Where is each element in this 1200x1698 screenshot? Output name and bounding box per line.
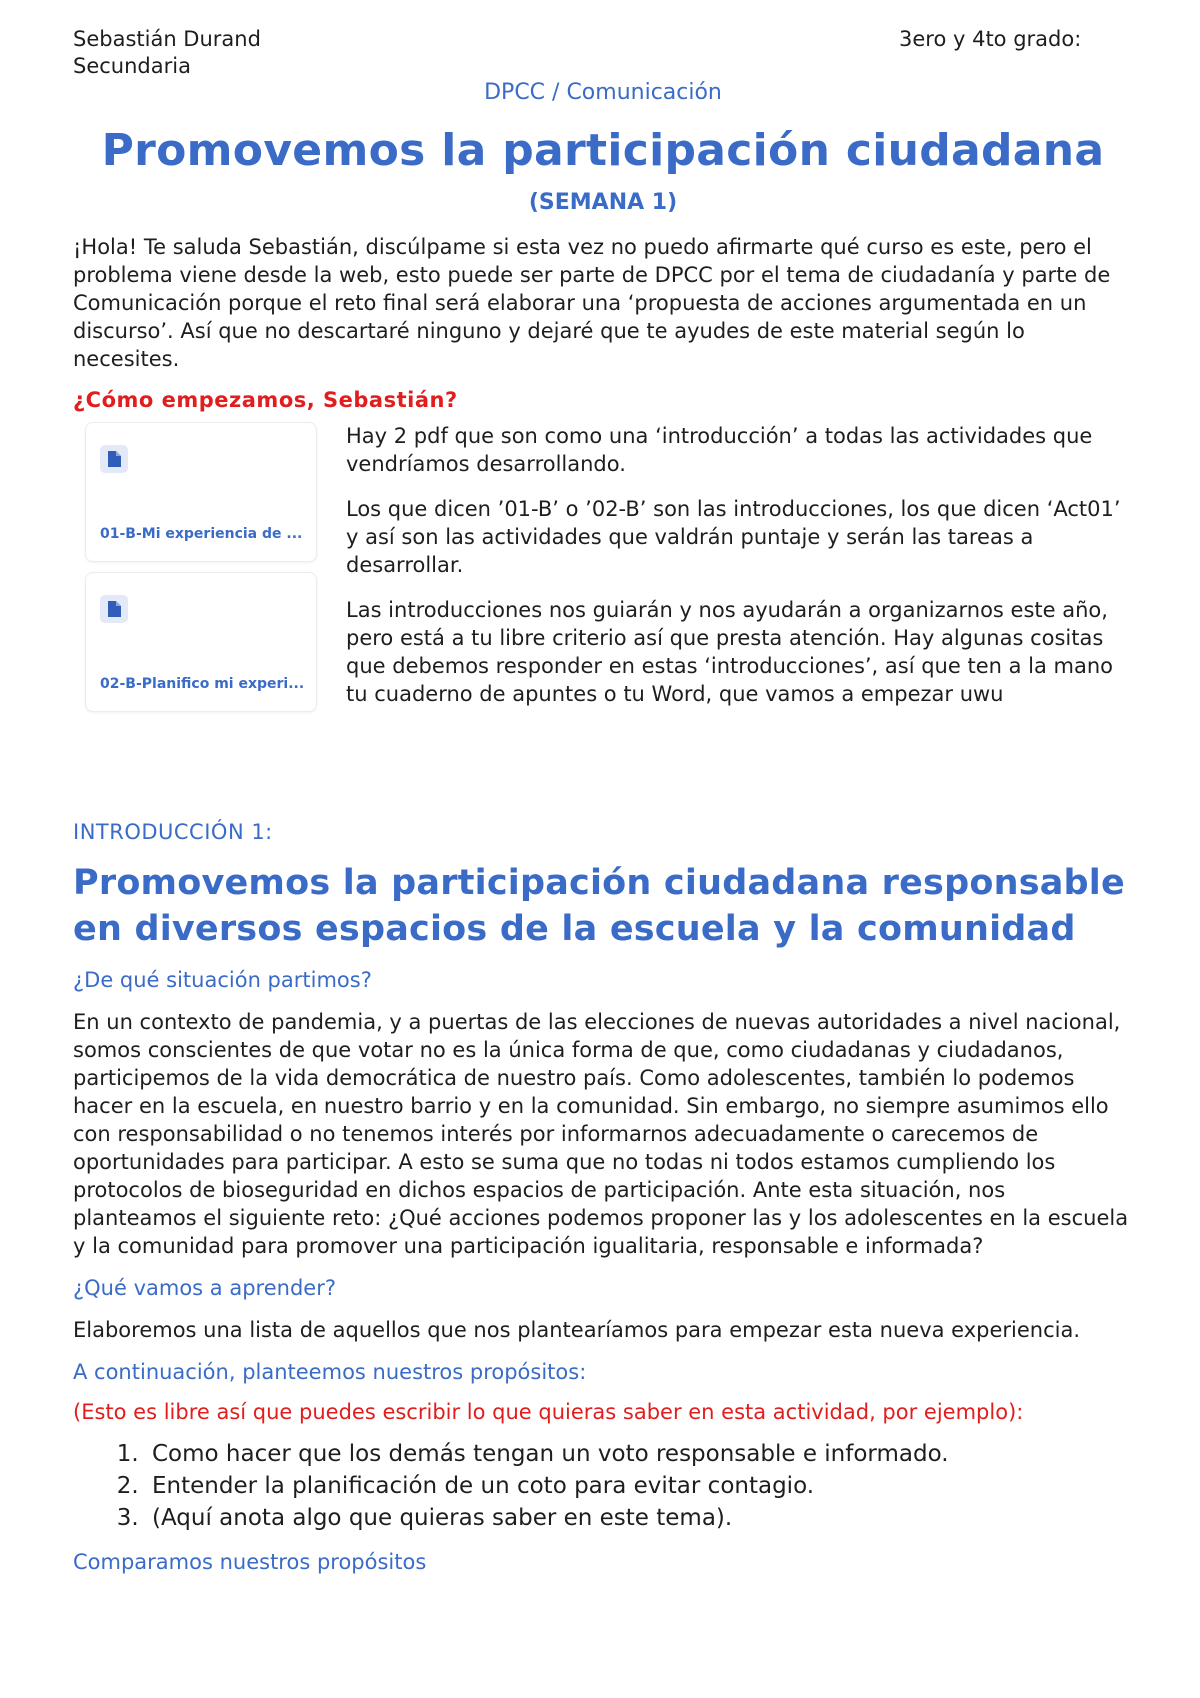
introduction-label: INTRODUCCIÓN 1: [73,820,273,844]
grade-label: 3ero y 4to grado: [899,27,1082,51]
intro-paragraph: ¡Hola! Te saluda Sebastián, discúlpame si esta vez no puedo afirmarte qué curso es este, pero el problema viene desde la web, esto puede ser parte de DPCC por el tema de ciudadanía y parte de Comunicación porque el reto final será elaborar una ‘propuesta de acciones argumentada en un discurso’. Así que no descartaré ninguno y dejaré que te ayudes de este material según lo necesites. [73,235,1111,371]
purposes-heading: A continuación, planteemos nuestros propósitos: [73,1360,587,1384]
list-item: 2. Entender la planificación de un coto para evitar contagio. [146,1470,1133,1502]
purposes-note: (Esto es libre así que puedes escribir lo que quieras saber en esta actividad, por ejemplo): [73,1400,1024,1424]
week-label: (SEMANA 1) [528,190,678,215]
school-level: Secundaria [73,54,191,78]
files-explanation [346,422,1126,725]
subject-label: DPCC / Comunicación [484,80,722,105]
file-list [85,422,321,722]
introduction-heading: Promovemos la participación ciudadana responsable en diversos espacios de la escuela y la comunidad [73,863,1125,949]
purposes-list [73,1438,1133,1534]
explanation-paragraph: Los que dicen ’01-B’ o ’02-B’ son las introducciones, los que dicen ‘Act01’ y así son las actividades que valdrán puntaje y serán las tareas a desarrollar. [346,497,1121,577]
compare-heading: Comparamos nuestros propósitos [73,1550,427,1574]
explanation-paragraph: Las introducciones nos guiarán y nos ayudarán a organizarnos este año, pero está a tu libre criterio así que presta atención. Hay algunas cositas que debemos responder en estas ‘introducciones’, así que ten a la mano tu cuaderno de apuntes o tu Word, que vamos a empezar uwu [346,598,1114,706]
explanation-paragraph: Hay 2 pdf que son como una ‘introducción’ a todas las actividades que vendríamos desarrollando. [346,424,1093,476]
page-title: Promovemos la participación ciudadana [101,125,1105,176]
author-block [73,26,261,80]
start-question: ¿Cómo empezamos, Sebastián? [73,388,458,412]
document-icon [100,595,128,623]
situation-paragraph: En un contexto de pandemia, y a puertas de las elecciones de nuevas autoridades a nivel nacional, somos conscientes de que votar no es la única forma de que, como ciudadanas y ciudadanos, participemos de la vida democrática de nuestro país. Como adolescentes, también lo podemos hacer en la escuela, en nuestro barrio y en la comunidad. Sin embargo, no siempre asumimos ello con responsabilidad o no tenemos interés por informarnos adecuadamente o carecemos de oportunidades para participar. A esto se suma que no todas ni todos estamos cumpliendo los protocolos de bioseguridad en dichos espacios de participación. Ante esta situación, nos planteamos el siguiente reto: ¿Qué acciones podemos proponer las y los adolescentes en la escuela y la comunidad para promover una participación igualitaria, responsable e informada? [73,1010,1129,1258]
file-card-02[interactable] [85,572,317,712]
list-item: 1. Como hacer que los demás tengan un voto responsable e informado. [146,1438,1133,1470]
file-name: 01-B-Mi experiencia de ... [100,526,303,542]
learn-question: ¿Qué vamos a aprender? [73,1276,336,1300]
situation-question: ¿De qué situación partimos? [73,968,372,992]
file-name: 02-B-Planifico mi experi... [100,676,305,692]
document-page [73,26,1133,1574]
file-card-01[interactable] [85,422,317,562]
learn-paragraph: Elaboremos una lista de aquellos que nos plantearíamos para empezar esta nueva experiencia. [73,1318,1081,1342]
document-icon [100,445,128,473]
document-header [73,26,1133,78]
files-section [73,422,1133,772]
author-name: Sebastián Durand [73,27,261,51]
list-item: 3. (Aquí anota algo que quieras saber en este tema). [146,1502,1133,1534]
